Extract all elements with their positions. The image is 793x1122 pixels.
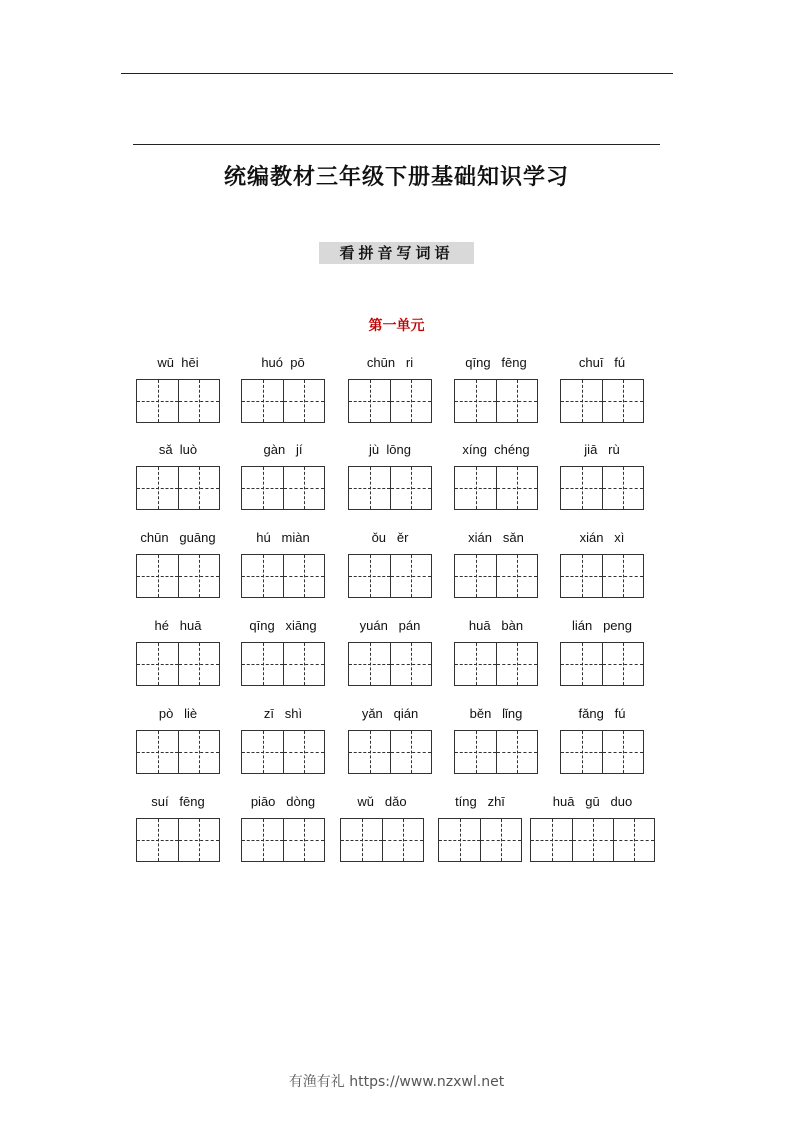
pinyin-label: hú miàn	[256, 530, 310, 545]
pinyin-label: ǒu ěr	[371, 530, 409, 545]
tianzi-cell[interactable]	[455, 643, 496, 685]
writing-grid[interactable]	[136, 642, 220, 686]
tianzi-cell[interactable]	[349, 380, 390, 422]
tianzi-cell[interactable]	[349, 643, 390, 685]
tianzi-cell[interactable]	[178, 731, 219, 773]
writing-grid[interactable]	[136, 379, 220, 423]
tianzi-cell[interactable]	[439, 819, 480, 861]
tianzi-cell[interactable]	[602, 467, 643, 509]
pinyin-label: xíng chéng	[462, 442, 530, 457]
writing-grid[interactable]	[241, 466, 325, 510]
writing-grid[interactable]	[560, 466, 644, 510]
tianzi-cell[interactable]	[561, 467, 602, 509]
pinyin-label: sǎ luò	[158, 442, 198, 457]
writing-grid[interactable]	[454, 379, 538, 423]
pinyin-label: chūn guāng	[140, 530, 216, 545]
page-title: 统编教材三年级下册基础知识学习	[223, 165, 569, 190]
pinyin-label: jiā rù	[584, 442, 620, 457]
tianzi-cell[interactable]	[178, 643, 219, 685]
pinyin-label: piāo dòng	[250, 794, 316, 809]
tianzi-cell[interactable]	[178, 819, 219, 861]
writing-grid[interactable]	[560, 554, 644, 598]
writing-grid[interactable]	[348, 554, 432, 598]
writing-grid[interactable]	[241, 730, 325, 774]
section-heading: 看拼音写词语	[319, 242, 474, 264]
writing-grid[interactable]	[241, 818, 325, 862]
pinyin-label: gàn jí	[263, 442, 303, 457]
writing-grid[interactable]	[560, 379, 644, 423]
writing-grid[interactable]	[560, 642, 644, 686]
tianzi-cell[interactable]	[561, 380, 602, 422]
tianzi-cell[interactable]	[390, 555, 431, 597]
writing-grid[interactable]	[530, 818, 655, 862]
writing-grid[interactable]	[136, 730, 220, 774]
tianzi-cell[interactable]	[137, 555, 178, 597]
tianzi-cell[interactable]	[390, 643, 431, 685]
writing-grid[interactable]	[454, 554, 538, 598]
tianzi-cell[interactable]	[390, 380, 431, 422]
writing-grid[interactable]	[454, 466, 538, 510]
tianzi-cell[interactable]	[496, 555, 537, 597]
writing-grid[interactable]	[241, 642, 325, 686]
tianzi-cell[interactable]	[242, 819, 283, 861]
footer-watermark: 有渔有礼 https://www.nzxwl.net	[288, 1074, 505, 1090]
pinyin-label: huó pō	[261, 355, 305, 370]
pinyin-label: běn lǐng	[469, 706, 523, 721]
tianzi-cell[interactable]	[390, 467, 431, 509]
tianzi-cell[interactable]	[480, 819, 521, 861]
tianzi-cell[interactable]	[496, 731, 537, 773]
writing-grid[interactable]	[438, 818, 522, 862]
pinyin-label: qīng fēng	[465, 355, 527, 370]
pinyin-label: fǎng fú	[578, 706, 626, 721]
writing-grid[interactable]	[241, 379, 325, 423]
pinyin-label: pò liè	[158, 706, 198, 721]
tianzi-cell[interactable]	[283, 467, 324, 509]
unit-heading: 第一单元	[368, 318, 425, 334]
tianzi-cell[interactable]	[496, 380, 537, 422]
tianzi-cell[interactable]	[178, 380, 219, 422]
pinyin-label: wū hēi	[157, 355, 199, 370]
tianzi-cell[interactable]	[283, 731, 324, 773]
tianzi-cell[interactable]	[455, 380, 496, 422]
pinyin-label: yǎn qián	[361, 706, 419, 721]
tianzi-cell[interactable]	[455, 555, 496, 597]
pinyin-label: hé huā	[154, 618, 202, 633]
pinyin-label: qīng xiāng	[249, 618, 317, 633]
header-rule	[121, 73, 673, 74]
tianzi-cell[interactable]	[341, 819, 382, 861]
tianzi-cell[interactable]	[602, 731, 643, 773]
writing-grid[interactable]	[454, 730, 538, 774]
tianzi-cell[interactable]	[283, 380, 324, 422]
pinyin-label: huā gū duo	[552, 794, 633, 809]
tianzi-cell[interactable]	[137, 380, 178, 422]
tianzi-cell[interactable]	[455, 731, 496, 773]
tianzi-cell[interactable]	[283, 819, 324, 861]
pinyin-label: xián xì	[579, 530, 625, 545]
tianzi-cell[interactable]	[178, 555, 219, 597]
tianzi-cell[interactable]	[242, 467, 283, 509]
tianzi-cell[interactable]	[602, 380, 643, 422]
tianzi-cell[interactable]	[242, 643, 283, 685]
tianzi-cell[interactable]	[390, 731, 431, 773]
tianzi-cell[interactable]	[283, 555, 324, 597]
writing-grid[interactable]	[560, 730, 644, 774]
tianzi-cell[interactable]	[178, 467, 219, 509]
tianzi-cell[interactable]	[349, 555, 390, 597]
tianzi-cell[interactable]	[496, 643, 537, 685]
writing-grid[interactable]	[348, 642, 432, 686]
tianzi-cell[interactable]	[137, 643, 178, 685]
writing-grid[interactable]	[136, 466, 220, 510]
tianzi-cell[interactable]	[602, 643, 643, 685]
tianzi-cell[interactable]	[572, 819, 613, 861]
tianzi-cell[interactable]	[242, 380, 283, 422]
pinyin-label: wǔ dǎo	[357, 794, 407, 809]
pinyin-label: lián peng	[572, 618, 632, 633]
tianzi-cell[interactable]	[137, 819, 178, 861]
writing-grid[interactable]	[348, 466, 432, 510]
pinyin-label: jù lōng	[369, 442, 411, 457]
tianzi-cell[interactable]	[242, 555, 283, 597]
writing-grid[interactable]	[136, 554, 220, 598]
pinyin-label: yuán pán	[359, 618, 421, 633]
pinyin-label: huā bàn	[468, 618, 524, 633]
tianzi-cell[interactable]	[349, 731, 390, 773]
writing-grid[interactable]	[348, 730, 432, 774]
tianzi-cell[interactable]	[496, 467, 537, 509]
pinyin-label: chūn ri	[366, 355, 414, 370]
title-rule	[133, 144, 660, 145]
writing-grid[interactable]	[454, 642, 538, 686]
writing-grid[interactable]	[136, 818, 220, 862]
writing-grid[interactable]	[340, 818, 424, 862]
tianzi-cell[interactable]	[561, 643, 602, 685]
tianzi-cell[interactable]	[137, 467, 178, 509]
pinyin-label: suí fēng	[151, 794, 205, 809]
tianzi-cell[interactable]	[613, 819, 654, 861]
pinyin-label: tíng zhī	[455, 794, 505, 809]
tianzi-cell[interactable]	[137, 731, 178, 773]
tianzi-cell[interactable]	[242, 731, 283, 773]
writing-grid[interactable]	[241, 554, 325, 598]
pinyin-label: zī shì	[263, 706, 303, 721]
writing-grid[interactable]	[348, 379, 432, 423]
tianzi-cell[interactable]	[561, 731, 602, 773]
tianzi-cell[interactable]	[349, 467, 390, 509]
tianzi-cell[interactable]	[531, 819, 572, 861]
pinyin-label: chuī fú	[578, 355, 626, 370]
tianzi-cell[interactable]	[283, 643, 324, 685]
tianzi-cell[interactable]	[455, 467, 496, 509]
tianzi-cell[interactable]	[382, 819, 423, 861]
tianzi-cell[interactable]	[602, 555, 643, 597]
tianzi-cell[interactable]	[561, 555, 602, 597]
pinyin-label: xián sǎn	[468, 530, 524, 545]
